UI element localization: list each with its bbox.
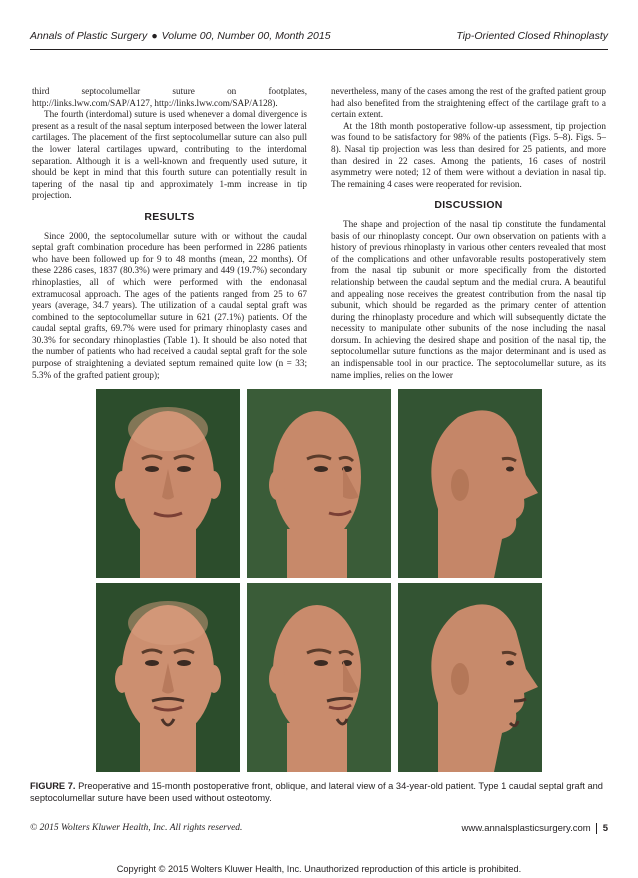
left-paragraph-3: Since 2000, the septocolumellar suture with or without the caudal septal graft combination procedure has been performed in 2286 patients who have been followed up for 9 to 48 months (mean, 22 months). Of these 2286 cases, 1837 (80.3%) were primary and 449 (19.7%) secondary rhinoplasties, all of which were performed with the endonasal extramucosal approach. The ages of the patients ranged from 25 to 67 years (average, 34.7 years). The utilization of a caudal septal graft was combined to the septocolumellar suture in 621 (27.1%) patients. Of the caudal septal grafts, 69.7% were used for primary rhinoplasty cases and 30.3% for secondary rhinoplasties (Table 1). It should be also noted that the number of patients who had received a caudal septal graft for the sole purpose of straightening a deviated septum remained quite low (n = 33; 5.3% of the grafted patient group); <box>32 230 307 380</box>
photo-pre-oblique <box>247 389 391 578</box>
journal-website: www.annalsplasticsurgery.com <box>461 823 591 834</box>
header-separator-bullet: ● <box>151 30 158 42</box>
journal-volume: Volume 00, Number 00, Month 2015 <box>161 30 331 42</box>
footer-copyright: © 2015 Wolters Kluwer Health, Inc. All rights reserved. <box>30 823 243 833</box>
photo-pre-front <box>96 389 240 578</box>
face-photo-illustration <box>398 583 542 772</box>
page-footer <box>30 823 608 837</box>
right-paragraph-3: The shape and projection of the nasal tip constitute the fundamental basis of our rhinoplasty concept. Our own observation on patients with a history of previous rhinoplasty in various other centers revealed that most of the complications and other unfavorable results postoperatively stem from the nasal tip subunit or more specifically from the distorted relationship between the caudal septum and the medial crura. A beautiful and appealing nose receives the greatest contribution from the nasal tip subunit, which should be regarded as the primary center of attention during the rhinoplasty procedure and which will subsequently dictate the necessity to manipulate other subunits of the nose including the nasal dorsum. In achieving the desired shape and position of the nasal tip, the septocolumellar suture functions as the major determinant and is used as an indispensable tool in our practice. The septocolumellar suture, as its name implies, relies on the lower <box>331 218 606 380</box>
figure-label: FIGURE 7. <box>30 781 76 791</box>
left-column <box>32 86 307 381</box>
face-photo-illustration <box>247 583 391 772</box>
header-journal-info <box>30 30 331 42</box>
face-photo-illustration <box>398 389 542 578</box>
figure-caption <box>30 780 608 804</box>
right-paragraph-1: nevertheless, many of the cases among the rest of the grafted patient group had also benefited from the straightening effect of the cartilage graft to a certain extent. <box>331 86 606 120</box>
figure-7-photo-grid <box>96 389 542 772</box>
results-heading: RESULTS <box>144 210 195 223</box>
photo-pre-lateral <box>398 389 542 578</box>
figure-caption-text: Preoperative and 15-month postoperative front, oblique, and lateral view of a 34-year-old patient. Type 1 caudal septal graft and septocolumellar suture have been used without osteotomy. <box>30 781 603 803</box>
right-column <box>331 86 606 381</box>
discussion-heading: DISCUSSION <box>434 199 503 212</box>
running-title: Tip-Oriented Closed Rhinoplasty <box>456 30 608 42</box>
running-header <box>30 30 608 46</box>
face-photo-illustration <box>96 389 240 578</box>
page-number: 5 <box>596 823 608 834</box>
left-paragraph-2: The fourth (interdomal) suture is used whenever a domal divergence is present as a result of the nasal septum interposed between the lower lateral cartilages. The placement of the first septocolumellar suture can also pull the lower lateral cartilages upward, contributing to the interdomal separation. Although it is a well-known and frequently used suture, it should be kept in mind that this fourth suture can potentially result in tapering of the nasal tip and approximately 1-mm increase in tip projection. <box>32 109 307 201</box>
footer-right <box>462 823 608 834</box>
face-photo-illustration <box>96 583 240 772</box>
left-paragraph-1: third septocolumellar suture on footplates, http://links.lww.com/SAP/A127, http://links.lww.com/SAP/A128). <box>32 86 307 108</box>
photo-post-lateral <box>398 583 542 772</box>
copyright-notice: Copyright © 2015 Wolters Kluwer Health, Inc. Unauthorized reproduction of this article is prohibited. <box>116 864 522 874</box>
face-photo-illustration <box>247 389 391 578</box>
right-paragraph-2: At the 18th month postoperative follow-up assessment, tip projection was found to be satisfactory for 98% of the patients (Figs. 5–8). Figs. 5–8). Nasal tip projection was less than desired for 25 patients, and more than desired in 22 cases. Among the patients, 16 cases of nostril asymmetry were noted; 12 of them were without a deviation in nasal tip. The remaining 4 cases were reoperated for revision. <box>331 120 606 189</box>
photo-post-front <box>96 583 240 772</box>
photo-post-oblique <box>247 583 391 772</box>
header-rule <box>30 49 608 50</box>
journal-name: Annals of Plastic Surgery <box>30 30 148 42</box>
